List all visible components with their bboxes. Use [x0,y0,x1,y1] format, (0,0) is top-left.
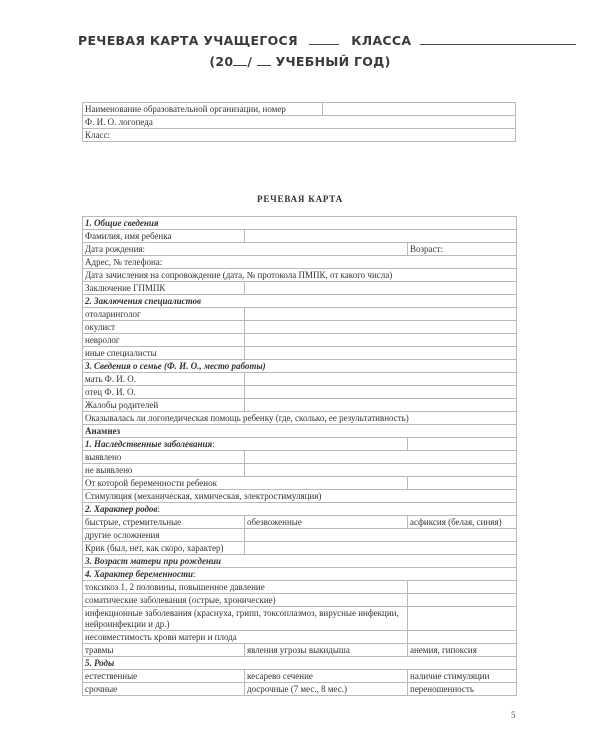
heading-text: 1. Наследственные заболевания [85,439,213,449]
section-title: РЕЧЕВАЯ КАРТА [257,194,343,204]
option-cell[interactable]: естественные [83,670,245,683]
table-row [83,670,517,683]
option-cell[interactable]: досрочные (7 мес., 8 мес.) [245,683,408,696]
address-field[interactable]: Адрес, № телефона: [83,256,517,269]
field-value[interactable] [245,334,517,347]
table-row [83,594,517,607]
option-cell[interactable]: переношенность [408,683,517,696]
help-field[interactable]: Оказывалась ли логопедическая помощь ребенку (где, сколько, ее результативность) [83,412,517,425]
section-heading [83,360,517,373]
field-label: мать Ф. И. О. [83,373,245,386]
enroll-field[interactable]: Дата зачисления на сопровождение (дата, № протокола ПМПК, от какого числа) [83,269,517,282]
option-cell[interactable]: обезвоженные [245,516,408,529]
class-letter-blank[interactable] [420,33,576,45]
field-label: соматические заболевания (острые, хронические) [83,594,408,607]
field-label: От которой беременности ребенок [83,477,408,490]
field-label: не выявлено [83,464,245,477]
table-row [83,347,517,360]
table-row [83,425,517,438]
table-row [83,399,517,412]
title-text: РЕЧЕВАЯ КАРТА УЧАЩЕГОСЯ [78,33,298,48]
option-cell[interactable]: анемия, гипоксия [408,644,517,657]
table-row [83,464,517,477]
option-cell[interactable]: явления угрозы выкидыша [245,644,408,657]
table-row [83,477,517,490]
heading-colon: : [212,439,215,449]
table-row [83,129,516,142]
field-value[interactable] [245,451,517,464]
year-prefix: (20 [209,54,234,69]
option-cell[interactable]: асфиксия (белая, синяя) [408,516,517,529]
table-row [83,607,517,631]
field-value[interactable] [245,308,517,321]
field-label: отоларинголог [83,308,245,321]
option-cell[interactable]: наличие стимуляции [408,670,517,683]
field-label: иные специалисты [83,347,245,360]
anamnesis-heading: Анамнез [83,425,517,438]
table-row [83,683,517,696]
field-value[interactable] [245,529,517,542]
table-row [83,269,517,282]
field-value[interactable] [408,438,517,451]
field-value[interactable] [245,230,517,243]
page-number: 5 [511,710,516,720]
section-heading: 3. Возраст матери при рождении [83,555,517,568]
field-label: Крик (был, нет, как скоро, характер) [83,542,245,555]
field-label: Фамилия, имя ребенка [83,230,245,243]
field-label: несовместимость крови матери и плода [83,631,408,644]
field-value[interactable] [408,581,517,594]
year-end-blank[interactable] [257,54,271,66]
table-row [83,542,517,555]
field-value[interactable] [245,347,517,360]
heading-text: 4. Характер беременности [85,569,193,579]
field-value[interactable] [408,477,517,490]
class-number-blank[interactable] [309,33,339,45]
table-row [83,295,517,308]
table-row [83,657,517,670]
section-heading [83,438,408,451]
heading-colon: : [192,569,196,579]
table-row [83,490,517,503]
field-label: окулист [83,321,245,334]
table-row [83,334,517,347]
year-separator: / [247,54,253,69]
title-line-2 [0,54,600,69]
dob-field[interactable]: Дата рождения: [83,243,408,256]
section-heading [83,503,517,516]
table-row [83,282,517,295]
table-row [83,644,517,657]
table-row [83,503,517,516]
org-name-label: Наименование образовательной организации, номер [83,103,323,116]
organization-table [82,102,516,142]
field-label: инфекционные заболевания (краснуха, грипп, токсоплазмоз, вирусные инфекции, нейроинфекции и др.) [83,607,408,631]
table-row [83,555,517,568]
section-heading [83,568,517,581]
table-row [83,116,516,129]
age-field[interactable]: Возраст: [408,243,517,256]
field-value[interactable] [245,321,517,334]
table-row [83,217,517,230]
heading-text: (Ф. И. О., место работы) [163,361,266,371]
table-row [83,568,517,581]
table-row [83,451,517,464]
field-label: отец Ф. И. О. [83,386,245,399]
heading-text: 2. Характер родов [85,504,158,514]
field-value[interactable] [245,464,517,477]
field-value[interactable] [408,631,517,644]
table-row [83,412,517,425]
field-label: невролог [83,334,245,347]
field-label: Заключение ГПМПК [83,282,245,295]
table-row [83,308,517,321]
section-heading: 5. Роды [83,657,517,670]
field-value[interactable] [245,386,517,399]
table-row [83,360,517,373]
option-cell[interactable]: срочные [83,683,245,696]
title-line-1 [0,33,600,48]
year-start-blank[interactable] [233,54,247,66]
table-row [83,321,517,334]
table-row [83,230,517,243]
field-value[interactable] [245,542,517,555]
logoped-name-field[interactable]: Ф. И. О. логопеда [83,116,516,129]
field-label: выявлено [83,451,245,464]
table-row [83,256,517,269]
table-row [83,438,517,451]
section-heading: 1. Общие сведения [83,217,517,230]
class-field[interactable]: Класс: [83,129,516,142]
field-value[interactable] [408,594,517,607]
table-row [83,243,517,256]
org-name-field[interactable] [323,103,516,116]
table-row [83,631,517,644]
stim-field[interactable]: Стимуляция (механическая, химическая, электростимуляция) [83,490,517,503]
field-label: токсикоз 1, 2 половины, повышенное давление [83,581,408,594]
option-cell[interactable]: быстрые, стремительные [83,516,245,529]
field-value[interactable] [245,282,517,295]
field-value[interactable] [408,607,517,631]
table-row [83,581,517,594]
option-cell[interactable]: кесарево сечение [245,670,408,683]
speech-card-table [82,216,517,696]
table-row [83,386,517,399]
table-row [83,103,516,116]
year-suffix: УЧЕБНЫЙ ГОД) [275,54,391,69]
field-value[interactable] [245,399,517,412]
heading-colon: : [157,504,160,514]
table-row [83,373,517,386]
option-cell[interactable]: травмы [83,644,245,657]
section-heading: 2. Заключения специалистов [83,295,517,308]
field-label: другие осложнения [83,529,245,542]
field-value[interactable] [245,373,517,386]
table-row [83,516,517,529]
class-label: КЛАССА [351,33,412,48]
field-label: Жалобы родителей [83,399,245,412]
heading-text: 3. Сведения о семье [85,361,162,371]
table-row [83,529,517,542]
